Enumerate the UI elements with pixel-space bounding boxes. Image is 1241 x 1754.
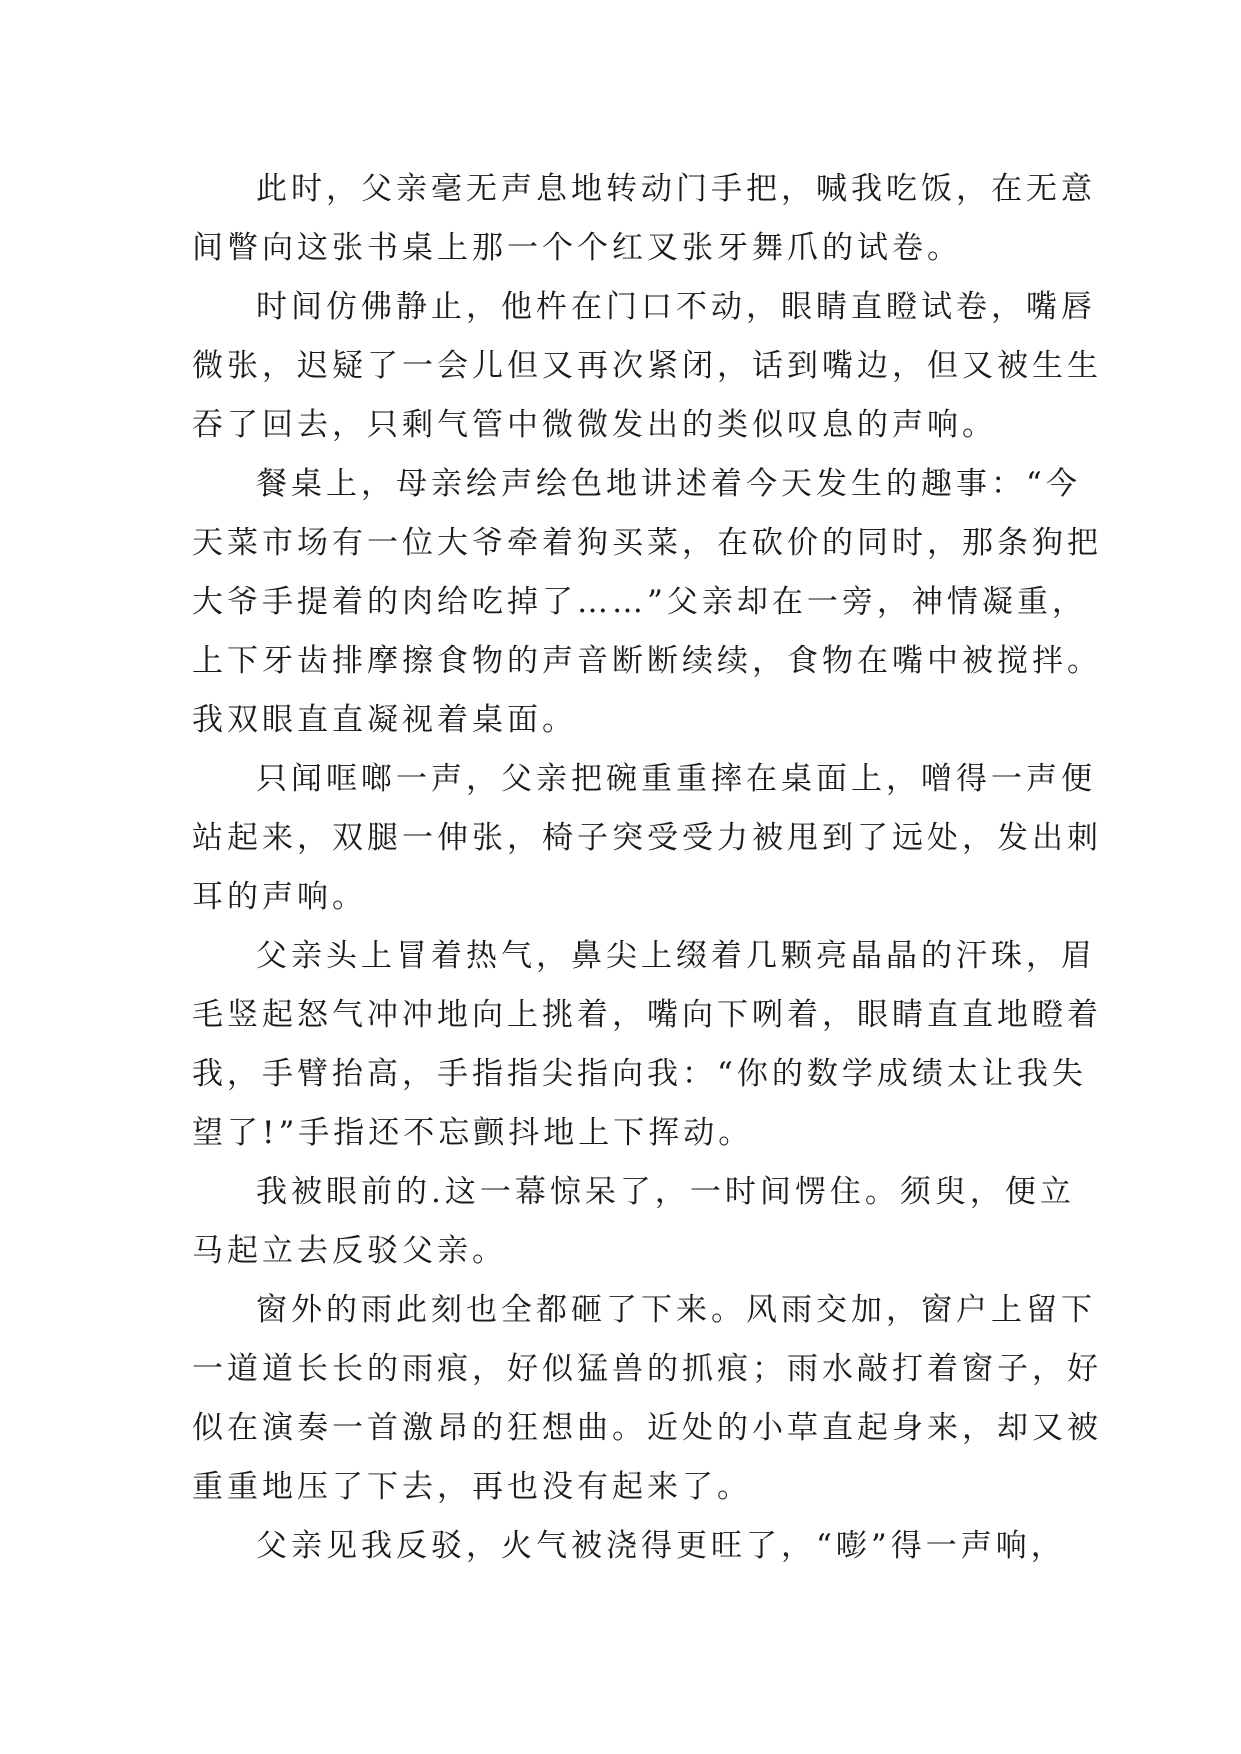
- text-line: 父亲头上冒着热气，鼻尖上缀着几颗亮晶晶的汗珠，眉: [256, 938, 1096, 974]
- text-line: 窗外的雨此刻也全都砸了下来。风雨交加，窗户上留下: [256, 1292, 1096, 1328]
- text-line: 大爷手提着的肉给吃掉了……”父亲却在一旁，神情凝重，: [192, 584, 1087, 620]
- text-line: 时间仿佛静止，他杵在门口不动，眼睛直瞪试卷，嘴唇: [256, 289, 1096, 325]
- text-line: 微张，迟疑了一会儿但又再次紧闭，话到嘴边，但又被生生: [192, 348, 1102, 384]
- text-line: 一道道长长的雨痕，好似猛兽的抓痕；雨水敲打着窗子，好: [192, 1351, 1102, 1387]
- text-line: 我双眼直直凝视着桌面。: [192, 702, 577, 738]
- text-line: 站起来，双腿一伸张，椅子突受受力被甩到了远处，发出刺: [192, 820, 1102, 856]
- text-line: 毛竖起怒气冲冲地向上挑着，嘴向下咧着，眼睛直直地瞪着: [192, 997, 1102, 1033]
- text-line: 父亲见我反驳，火气被浇得更旺了，“嘭”得一声响，: [256, 1528, 1066, 1564]
- text-line: 此时，父亲毫无声息地转动门手把，喊我吃饭，在无意: [256, 171, 1096, 207]
- text-line: 我被眼前的.这一幕惊呆了，一时间愣住。须臾，便立: [256, 1174, 1075, 1210]
- text-line: 天菜市场有一位大爷牵着狗买菜，在砍价的同时，那条狗把: [192, 525, 1102, 561]
- text-line: 餐桌上，母亲绘声绘色地讲述着今天发生的趣事：“今: [256, 466, 1081, 502]
- essay-body: [192, 160, 1102, 1576]
- text-line: 只闻哐啷一声，父亲把碗重重摔在桌面上，噌得一声便: [256, 761, 1096, 797]
- text-line: 望了!”手指还不忘颤抖地上下挥动。: [192, 1115, 754, 1151]
- text-line: 似在演奏一首激昂的狂想曲。近处的小草直起身来，却又被: [192, 1410, 1102, 1446]
- text-line: 上下牙齿排摩擦食物的声音断断续续，食物在嘴中被搅拌。: [192, 643, 1102, 679]
- text-line: 耳的声响。: [192, 879, 367, 915]
- text-line: 吞了回去，只剩气管中微微发出的类似叹息的声响。: [192, 407, 997, 443]
- text-line: 重重地压了下去，再也没有起来了。: [192, 1469, 752, 1505]
- text-line: 马起立去反驳父亲。: [192, 1233, 507, 1269]
- text-line: 我，手臂抬高，手指指尖指向我：“你的数学成绩太让我失: [192, 1056, 1087, 1092]
- text-line: 间瞥向这张书桌上那一个个红叉张牙舞爪的试卷。: [192, 230, 962, 266]
